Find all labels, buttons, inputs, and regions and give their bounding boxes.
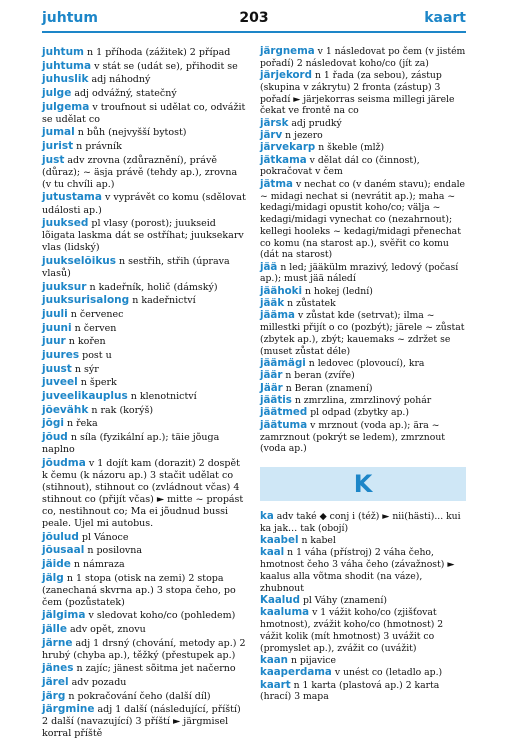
entry-definition: n posilovna	[87, 545, 143, 557]
dictionary-entry	[260, 70, 466, 117]
entry-headword: järv	[260, 129, 283, 142]
entry-definition: n červen	[74, 322, 117, 334]
entry-definition: v vyprávět co komu (sdělovat události ap.)	[42, 192, 246, 216]
right-column	[260, 46, 466, 704]
entry-definition: n ledovec (plovoucí), kra	[308, 358, 425, 370]
entry-headword: jätma	[260, 177, 293, 190]
entry-definition: v mrznout (voda ap.); ära ~ zamrznout (pokrýt se ledem), zmrznout (voda ap.)	[260, 419, 445, 455]
entry-headword: jälg	[42, 571, 64, 584]
entry-headword: juuksur	[42, 280, 87, 293]
dictionary-entry	[42, 376, 248, 389]
entry-definition: v sledovat koho/co (pohledem)	[88, 610, 236, 622]
dictionary-entry	[42, 404, 248, 417]
entry-definition: v stát se (udát se), přihodit se	[94, 60, 238, 72]
dictionary-entry	[42, 390, 248, 403]
entry-definition: adj 1 drsný (chování, metody ap.) 2 hrubý (chyba ap.), těžký (přestupek ap.)	[42, 637, 246, 661]
entry-headword: jutustama	[42, 191, 102, 204]
entry-definition: n 1 karta (plastová ap.) 2 karta (hrací) 3 mapa	[260, 679, 440, 703]
entry-definition: v zůstat kde (setrvat); ilma ~ millestki přijít o co (pozbýt); järele ~ zůstat (zbytek ap.), zbýt; kauemaks ~ zdržet se (muset zůstat déle)	[260, 310, 465, 357]
dictionary-entry	[42, 637, 248, 662]
left-column	[42, 46, 248, 741]
dictionary-entry	[42, 126, 248, 139]
dictionary-entry	[42, 363, 248, 376]
entry-definition: n bůh (nejvyšší bytost)	[77, 127, 187, 139]
entry-definition: n 1 váha (přístroj) 2 váha čeho, hmotnost čeho 3 váha čeho (závažnost) ► kaalus alla võtma shodit (na váze), zhubnout	[260, 547, 455, 594]
entry-definition: n rak (korýš)	[91, 404, 154, 416]
dictionary-entry	[42, 73, 248, 86]
entry-definition: post u	[82, 349, 112, 361]
entry-definition: n beran (zvíře)	[285, 370, 355, 382]
entry-definition: pl Vánoce	[81, 531, 129, 543]
entry-headword: jätkama	[260, 153, 307, 166]
entry-headword: jälle	[42, 622, 68, 635]
dictionary-entry	[42, 703, 248, 740]
dictionary-entry	[260, 286, 466, 298]
entry-headword: juur	[42, 335, 66, 348]
entry-definition: n klenotnictví	[130, 390, 197, 402]
entry-headword: jõud	[42, 430, 68, 443]
dictionary-entry	[42, 87, 248, 100]
entry-headword: juust	[42, 362, 72, 375]
dictionary-entry	[42, 544, 248, 557]
entry-headword: järgnema	[260, 45, 315, 57]
dictionary-entry	[260, 407, 466, 419]
entry-definition: n sýr	[74, 363, 99, 375]
entry-definition: n zajíc; jänest sõitma jet načerno	[76, 663, 236, 675]
dictionary-entry	[260, 680, 466, 704]
entry-headword: jumal	[42, 126, 75, 139]
entry-headword: jälgima	[42, 609, 86, 622]
entry-headword: juhtum	[42, 46, 84, 58]
dictionary-entry	[42, 217, 248, 254]
entry-headword: julge	[42, 86, 72, 99]
entry-definition: pl Váhy (znamení)	[302, 595, 387, 607]
entry-definition: n kabel	[301, 535, 336, 547]
entry-headword: Jäär	[260, 381, 283, 394]
entry-headword: jääma	[260, 309, 295, 322]
dictionary-entry	[260, 310, 466, 357]
dictionary-entry	[42, 281, 248, 294]
entry-headword: järsk	[260, 116, 289, 129]
entry-definition: v dělat dál co (činnost), pokračovat v čem	[260, 154, 420, 178]
dictionary-entry	[260, 46, 466, 70]
entry-headword: juuni	[42, 321, 72, 334]
dictionary-entry	[42, 417, 248, 430]
entry-headword: just	[42, 153, 65, 166]
dictionary-entry	[260, 262, 466, 286]
entry-headword: kaaperdama	[260, 666, 332, 679]
entry-headword: juhtuma	[42, 59, 92, 72]
entry-definition: n kadeřník, holič (dámský)	[89, 281, 218, 293]
entry-definition: v troufnout si udělat co, odvážit se udělat co	[42, 101, 246, 125]
entry-definition: adj 1 další (následující, příští) 2 další (navazující) 3 příští ► järgmisel korral příště	[42, 704, 241, 740]
entry-headword: jäätmed	[260, 406, 308, 419]
entry-headword: järne	[42, 636, 73, 649]
entry-headword: juuksurisalong	[42, 294, 130, 307]
entry-definition: n jezero	[285, 130, 323, 142]
dictionary-entry	[260, 607, 466, 654]
dictionary-entry	[42, 294, 248, 307]
entry-definition: n řeka	[66, 418, 98, 430]
entry-headword: jurist	[42, 140, 74, 152]
dictionary-entry	[260, 179, 466, 261]
entry-headword: jõevähk	[42, 403, 89, 416]
dictionary-entry	[260, 383, 466, 395]
header-left-headword: juhtum	[42, 10, 98, 26]
entry-headword: jäätis	[260, 394, 292, 407]
dictionary-entry	[42, 609, 248, 622]
entry-definition: n sestřih, střih (úprava vlasů)	[42, 255, 230, 279]
dictionary-entry	[42, 662, 248, 675]
entry-headword: järel	[42, 676, 69, 688]
entry-headword: jääk	[260, 297, 285, 310]
entry-headword: juuli	[42, 307, 68, 320]
entry-definition: n zůstatek	[287, 298, 336, 310]
entry-definition: v 1 následovat po čem (v jistém pořadí) 2 následovat koho/co (jít za)	[260, 46, 466, 69]
entry-headword: jäide	[42, 557, 71, 570]
entry-headword: juukselõikus	[42, 254, 117, 267]
entry-definition: n 1 řada (za sebou), zástup (skupina v zákrytu) 2 fronta (zástup) 3 pořadí ► järjekorras seisma millegi järele čekat ve frontě na co	[260, 70, 455, 117]
entry-definition: v unést co (letadlo ap.)	[334, 667, 443, 679]
entry-definition: n námraza	[73, 558, 125, 570]
entry-definition: pl odpad (zbytky ap.)	[310, 407, 409, 419]
entry-headword: kaaluma	[260, 606, 310, 619]
dictionary-entry	[42, 255, 248, 280]
dictionary-entry	[260, 655, 466, 667]
dictionary-entry	[260, 667, 466, 679]
entry-headword: julgema	[42, 100, 90, 113]
dictionary-entry	[42, 558, 248, 571]
dictionary-entry	[42, 335, 248, 348]
dictionary-entry	[42, 101, 248, 126]
entry-definition: v 1 vážit koho/co (zjišťovat hmotnost), zvážit koho/co (hmotnost) 2 vážit kolik (mít hmotnost) 3 uvážit co (promyslet ap.), zvážit co (uvážit)	[260, 607, 444, 654]
entry-definition: v nechat co (v daném stavu); endale ~ midagi nechat si (nevrátit ap.); maha ~ kedagi/midagi opustit koho/co; välja ~ kedagi/midagi vynechat co (nezahrnout); kellegi hooleks ~ kedagi/midagi přenechat co komu (na starost ap.), svěřit co komu (dát na starost)	[260, 178, 466, 261]
entry-definition: adv zrovna (zdůraznění), právě (důraz); ~ äsja právě (tehdy ap.), zrovna (v tu chvíli ap.)	[42, 154, 238, 190]
entry-headword: jää	[260, 260, 278, 273]
dictionary-entry	[42, 531, 248, 544]
entry-headword: jäähoki	[260, 284, 303, 297]
dictionary-entry	[42, 431, 248, 456]
entry-definition: adv pozadu	[71, 677, 127, 688]
entry-definition: n led; jääkülm mrazivý, ledový (počasí ap.); must jää náledí	[260, 261, 459, 285]
entry-headword: jäätuma	[260, 418, 308, 431]
dictionary-entry	[260, 358, 466, 370]
entry-headword: juveelikauplus	[42, 389, 128, 402]
entry-headword: jäämägi	[260, 357, 306, 370]
entry-headword: järvekarp	[260, 141, 316, 154]
entry-headword: juveel	[42, 376, 78, 389]
entry-definition: pl vlasy (porost); juukseid lõigata laskma dát se ostříhat; juuksekarv vlas (lidský)	[42, 218, 244, 254]
dictionary-entry	[260, 595, 466, 607]
entry-definition: adj náhodný	[91, 74, 151, 86]
entry-definition: adj odvážný, statečný	[74, 87, 177, 99]
entry-headword: järg	[42, 689, 66, 702]
page-number: 203	[239, 10, 269, 26]
entry-definition: n zmrzlina, zmrzlinový pohár	[294, 395, 432, 407]
entry-headword: kaan	[260, 653, 288, 666]
dictionary-entry	[42, 623, 248, 636]
dictionary-entry	[42, 140, 248, 153]
dictionary-entry	[42, 690, 248, 703]
dictionary-entry	[260, 370, 466, 382]
dictionary-entry	[42, 349, 248, 362]
dictionary-entry	[42, 308, 248, 321]
entry-headword: kaart	[260, 678, 291, 691]
entry-headword: jänes	[42, 662, 74, 675]
dictionary-entry	[42, 191, 248, 216]
dictionary-entry	[42, 154, 248, 191]
entry-headword: juures	[42, 348, 80, 361]
entry-headword: juhuslik	[42, 73, 89, 86]
header-rule	[42, 31, 466, 33]
entry-definition: n právník	[76, 141, 122, 152]
dictionary-entry	[260, 511, 466, 535]
page-header	[42, 10, 466, 32]
dictionary-entry	[260, 420, 466, 455]
dictionary-entry	[260, 547, 466, 594]
entry-definition: v 1 dojít kam (dorazit) 2 dospět k čemu (k názoru ap.) 3 stačit udělat co (stihnout), stihnout co (zvládnout včas) 4 stihnout co (přijít včas) ► mitte ~ propást co, nestihnout co; Ma ei jõudnud bussi peale. Ujel mi autobus.	[42, 457, 244, 529]
entry-definition: n síla (fyzikální ap.); täie jõuga naplno	[42, 431, 220, 455]
entry-headword: kaabel	[260, 534, 299, 547]
entry-headword: järgmine	[42, 703, 95, 716]
dictionary-entry	[260, 118, 466, 130]
dictionary-entry	[42, 60, 248, 73]
entry-definition: n kadeřnictví	[132, 295, 196, 307]
dictionary-entry	[42, 457, 248, 530]
entry-definition: n 1 stopa (otisk na zemi) 2 stopa (zanechaná skvrna ap.) 3 stopa čeho, po čem (pozůstatek)	[42, 572, 236, 608]
dictionary-entry	[260, 535, 466, 547]
entry-definition: adv také ◆ conj i (též) ► nii(hästi)... kui ka jak… tak (obojí)	[260, 511, 461, 534]
entry-definition: n šperk	[80, 377, 117, 389]
entry-definition: adj prudký	[291, 117, 342, 129]
dictionary-entry	[260, 155, 466, 179]
entry-headword: ka	[260, 510, 274, 522]
dictionary-entry	[260, 395, 466, 407]
section-letter: K	[353, 470, 373, 498]
dictionary-entry	[260, 298, 466, 310]
entry-headword: Kaalud	[260, 594, 300, 607]
dictionary-entry	[42, 676, 248, 689]
dictionary-entry	[42, 322, 248, 335]
entries-j	[260, 46, 466, 455]
entry-definition: n 1 příhoda (zážitek) 2 případ	[87, 47, 231, 58]
entry-definition: n pijavice	[290, 654, 336, 666]
entry-headword: jõudma	[42, 456, 86, 469]
entry-definition: n škeble (mlž)	[318, 142, 385, 154]
dictionary-entry	[260, 142, 466, 154]
entries-k	[260, 511, 466, 703]
entry-headword: jõusaal	[42, 544, 85, 557]
header-right-headword: kaart	[424, 10, 466, 26]
entry-headword: jõgi	[42, 417, 64, 430]
entry-definition: n hokej (lední)	[305, 285, 373, 297]
entry-definition: n Beran (znamení)	[285, 382, 373, 394]
entry-definition: n pokračování čeho (další díl)	[68, 690, 211, 702]
entry-headword: järjekord	[260, 69, 312, 82]
entry-headword: jäär	[260, 369, 283, 382]
entry-definition: adv opět, znovu	[70, 623, 146, 635]
entry-definition: n červenec	[70, 308, 124, 320]
section-letter-banner	[260, 467, 466, 501]
entry-headword: jõulud	[42, 530, 79, 543]
dictionary-entry	[42, 46, 248, 59]
dictionary-entry	[260, 130, 466, 142]
entry-headword: kaal	[260, 546, 285, 559]
entry-headword: juuksed	[42, 217, 89, 230]
dictionary-entry	[42, 572, 248, 609]
entry-definition: n kořen	[68, 336, 106, 348]
